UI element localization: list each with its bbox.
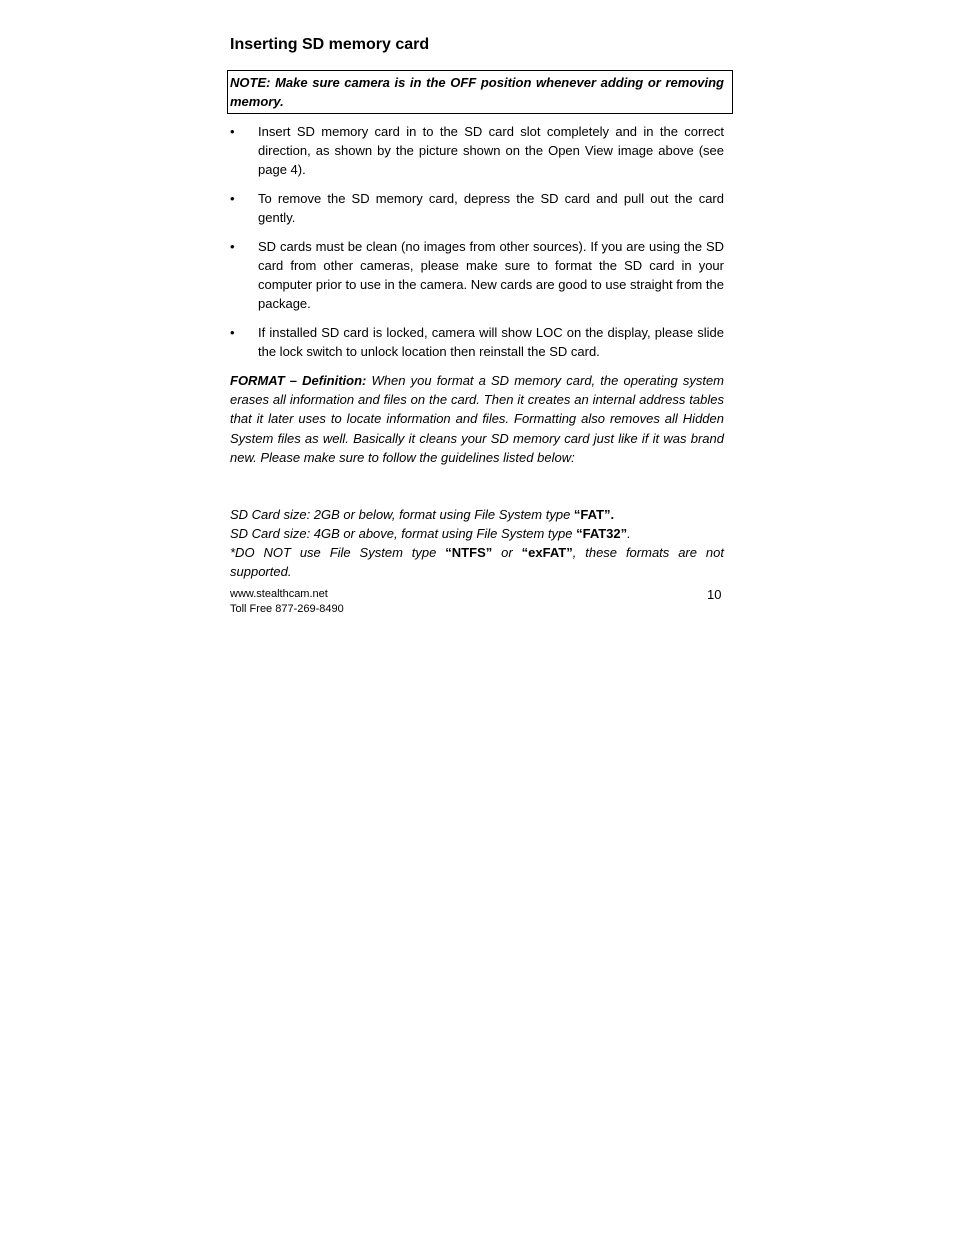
list-item (230, 189, 724, 227)
page-title: Inserting SD memory card (230, 36, 430, 53)
footer-website: www.stealthcam.net (230, 588, 328, 600)
note-box: NOTE: Make sure camera is in the OFF position whenever adding or removing memory. (227, 70, 733, 114)
guideline-text: or (492, 545, 522, 560)
guideline-text: SD Card size: 4GB or above, format using File System type (230, 526, 577, 541)
list-item (230, 237, 724, 313)
format-definition-text: When you format a SD memory card, the operating system erases all information and files on the card. Then it creates an internal address tables that it later uses to locate information and files. Formatting also removes all Hidden System files as well. Basically it cleans your SD memory card just like if it was brand new. Please make sure to follow the guidelines listed below: (230, 373, 725, 465)
footer-phone: Toll Free 877-269-8490 (230, 603, 344, 615)
list-item (230, 122, 724, 179)
guideline-fs-type: “FAT”. (573, 507, 615, 522)
list-item-text: To remove the SD memory card, depress the SD card and pull out the card gently. (258, 191, 724, 225)
bullet-icon: • (230, 124, 235, 139)
guideline-text: *DO NOT use File System type (230, 545, 446, 560)
guideline-text: , these formats are not supported. (230, 545, 724, 579)
bullet-icon: • (230, 191, 235, 206)
guideline-4gb (230, 524, 724, 543)
format-definition-label: FORMAT – Definition: (230, 373, 367, 388)
page-number: 10 (707, 587, 722, 602)
list-item-text: Insert SD memory card in to the SD card slot completely and in the correct direction, as shown by the picture shown on the Open View image above (see page 4). (258, 124, 724, 177)
format-definition (230, 371, 724, 467)
guideline-text: . (627, 526, 631, 541)
footer-contact (230, 587, 344, 617)
bullet-icon: • (230, 239, 235, 254)
list-item-text: If installed SD card is locked, camera will show LOC on the display, please slide the lock switch to unlock location then reinstall the SD card. (258, 325, 724, 359)
sd-card-size-guidelines (230, 505, 724, 581)
guideline-unsupported (230, 543, 724, 581)
guideline-text: SD Card size: 2GB or below, format using File System type (230, 507, 574, 522)
guideline-fs-type: “exFAT” (521, 545, 573, 560)
list-item-text: SD cards must be clean (no images from other sources). If you are using the SD card from other cameras, please make sure to format the SD card in your computer prior to use in the camera. New cards are good to use straight from the package. (258, 239, 724, 311)
guideline-fs-type: “FAT32” (576, 526, 628, 541)
guideline-2gb (230, 505, 724, 524)
bullet-list (230, 122, 724, 371)
list-item (230, 323, 724, 361)
bullet-icon: • (230, 325, 235, 340)
guideline-fs-type: “NTFS” (445, 545, 493, 560)
